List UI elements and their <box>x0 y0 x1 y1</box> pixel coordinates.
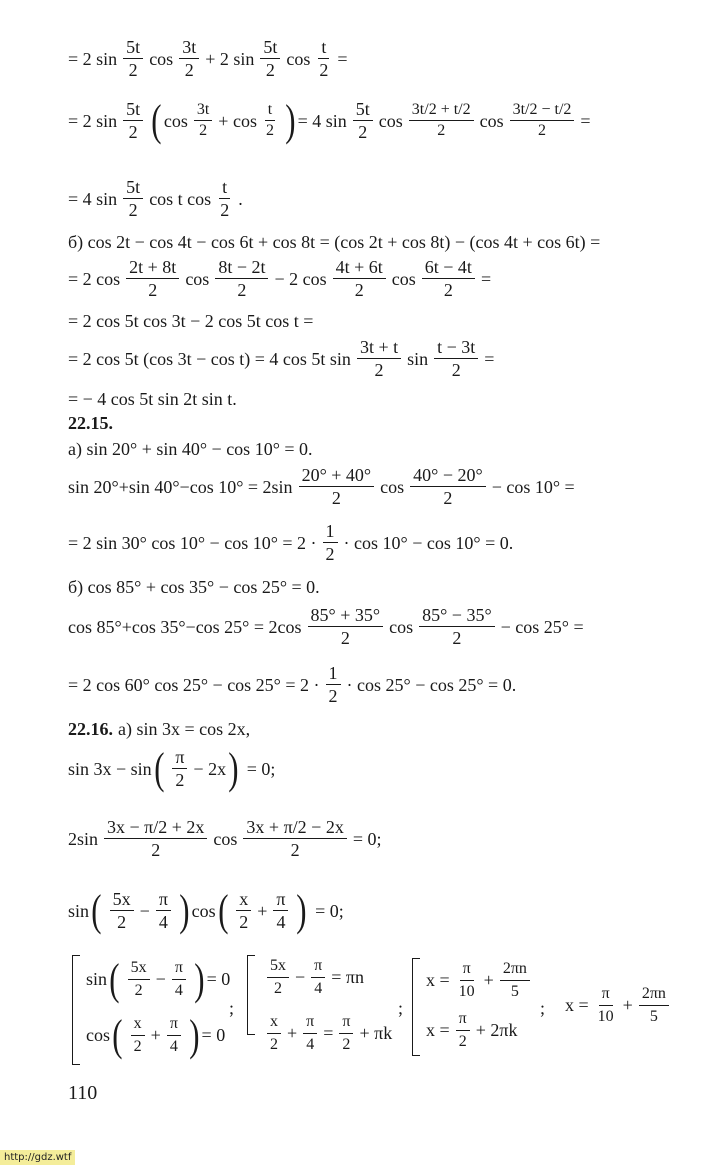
equation-line-15 <box>68 743 701 793</box>
fraction: $\frac{\pi}{10}$ <box>458 960 475 1000</box>
fraction: $\frac{x}{2}$ <box>236 890 251 931</box>
expr-text: cos <box>380 476 405 497</box>
expr-text: = 2 cos 60° cos 25° − cos 25° = 2 · <box>68 674 320 695</box>
expr-text: = 2 cos 5t (cos 3t − cos t) = 4 cos 5t sin <box>68 348 351 369</box>
equation-system-1 <box>72 954 235 1065</box>
fraction: $\frac{2\pi n}{5}$ <box>500 960 530 1001</box>
expr-text: = 4 sin <box>68 188 118 209</box>
expr-text: = 2 cos 5t cos 3t − 2 cos 5t cos t = <box>68 311 314 331</box>
watermark-link[interactable]: http://gdz.wtf <box>0 1150 75 1165</box>
expr-text: а) sin 20° + sin 40° − cos 10° = 0. <box>68 439 313 459</box>
left-paren: ( <box>151 95 162 145</box>
equation-line-9 <box>68 440 701 458</box>
expr-text: cos <box>389 616 414 637</box>
fraction: $\frac{3t}{2}$ <box>194 102 212 139</box>
expr-text: б) cos 85° + cos 35° − cos 25° = 0. <box>68 577 320 597</box>
fraction: $\frac{3t/2 + t/2}{2}$ <box>409 102 474 139</box>
expr-text: = <box>580 110 591 131</box>
expr-text: = <box>337 48 348 69</box>
expr-text: cos <box>163 110 188 131</box>
expr-text: − cos 25° = <box>500 616 584 637</box>
problem-22-16-heading <box>68 720 701 738</box>
fraction: $\frac{85^\circ + 35^\circ}{2}$ <box>308 606 384 647</box>
equation-line-4 <box>68 233 701 251</box>
fraction: $\frac{t}{2}$ <box>265 101 274 139</box>
fraction: $\frac{5t}{2}$ <box>123 178 143 219</box>
fraction: $\frac{5x}{2}$ <box>267 957 289 998</box>
expr-text: = − 4 cos 5t sin 2t sin t. <box>68 389 237 409</box>
left-paren: ( <box>153 743 165 793</box>
fraction: $\frac{3t + t}{2}$ <box>357 338 401 379</box>
fraction: $\frac{\pi}{4}$ <box>303 1013 317 1054</box>
expr-text: cos <box>479 110 504 131</box>
fraction: $\frac{\pi}{2}$ <box>172 748 187 789</box>
expr-text: = 2 cos <box>68 268 121 289</box>
fraction: $\frac{3x - \pi/2 + 2x}{2}$ <box>104 818 207 859</box>
equation-line-17 <box>68 885 701 935</box>
expr-text: cos <box>378 110 403 131</box>
final-answer: x = $\frac{\pi}{10}$ + $\frac{2\pi n}{5}$ <box>565 985 675 1026</box>
system-bracket <box>72 955 80 1065</box>
fraction: $\frac{\pi}{4}$ <box>311 957 325 998</box>
fraction: $\frac{\pi}{4}$ <box>172 959 186 1000</box>
fraction: $\frac{1}{2}$ <box>323 522 338 563</box>
expr-text: sin 20°+sin 40°−cos 10° = 2sin <box>68 476 293 497</box>
fraction: $\frac{8t - 2t}{2}$ <box>215 258 268 299</box>
equation-line-1 <box>68 38 701 79</box>
equation-line-5 <box>68 258 701 299</box>
expr-text: + <box>257 900 268 921</box>
expr-text: + cos <box>218 110 257 131</box>
system-row: sin ( $\frac{5x}{2}$ − $\frac{\pi}{4}$ ) = 0 <box>86 954 231 1004</box>
expr-text: = 2 sin <box>68 110 118 131</box>
fraction: $\frac{40^\circ - 20^\circ}{2}$ <box>410 466 486 507</box>
fraction: $\frac{20^\circ + 40^\circ}{2}$ <box>299 466 375 507</box>
fraction: $\frac{t - 3t}{2}$ <box>434 338 478 379</box>
fraction: $\frac{3t/2 - t/2}{2}$ <box>510 102 575 139</box>
fraction: $\frac{t}{2}$ <box>319 37 329 80</box>
expr-text: sin <box>407 348 429 369</box>
expr-text: cos <box>286 48 311 69</box>
expr-text: sin <box>68 900 90 921</box>
equation-line-10 <box>68 466 701 507</box>
right-paren: ) <box>296 885 307 935</box>
problem-number-22-15 <box>68 414 701 432</box>
equation-line-12 <box>68 578 701 596</box>
expr-text: cos 85°+cos 35°−cos 25° = 2cos <box>68 616 302 637</box>
expr-text: − 2x <box>193 758 227 779</box>
fraction: $\frac{6t - 4t}{2}$ <box>422 258 475 299</box>
fraction: $\frac{\pi}{10}$ <box>597 985 614 1025</box>
left-paren: ( <box>91 885 102 935</box>
expr-text: = <box>480 268 492 289</box>
system-row: x = $\frac{\pi}{10}$ + $\frac{2\pi n}{5}$ <box>426 960 536 1001</box>
expr-text: cos <box>391 268 416 289</box>
expr-text: 22.15. <box>68 413 113 433</box>
expr-text: + 2 sin <box>205 48 255 69</box>
fraction: $\frac{2t + 8t}{2}$ <box>126 258 179 299</box>
fraction: $\frac{1}{2}$ <box>326 664 341 705</box>
expr-text: cos <box>191 900 216 921</box>
equation-line-3 <box>68 178 701 219</box>
right-paren: ) <box>285 95 296 145</box>
system-row: x = $\frac{\pi}{2}$ + 2πk <box>426 1010 518 1050</box>
expr-text: · cos 25° − cos 25° = 0. <box>346 674 517 695</box>
expr-text: 2sin <box>68 828 99 849</box>
equation-system-3 <box>412 958 532 1056</box>
page-number: 110 <box>68 1082 98 1104</box>
equation-line-7 <box>68 338 701 379</box>
system-bracket <box>247 955 255 1035</box>
system-row: cos ( $\frac{x}{2}$ + $\frac{\pi}{4}$ ) = 0 <box>86 1010 226 1060</box>
equation-line-8 <box>68 390 701 408</box>
fraction: $\frac{4t + 6t}{2}$ <box>333 258 386 299</box>
expr-text: − 2 cos <box>274 268 327 289</box>
equation-line-16 <box>68 818 701 859</box>
fraction: $\frac{5x}{2}$ <box>128 959 150 1000</box>
fraction: $\frac{3x + \pi/2 - 2x}{2}$ <box>243 818 346 859</box>
expr-text: = <box>484 348 495 369</box>
equation-line-13 <box>68 606 701 647</box>
fraction: $\frac{5t}{2}$ <box>123 38 143 79</box>
expr-text: sin 3x − sin <box>68 758 152 779</box>
fraction: $\frac{x}{2}$ <box>267 1013 281 1054</box>
fraction: $\frac{2\pi n}{5}$ <box>639 985 669 1026</box>
expr-text: cos t cos <box>149 188 212 209</box>
fraction: $\frac{\pi}{4}$ <box>156 890 171 931</box>
expr-text: = 4 sin <box>297 110 347 131</box>
expr-text: · cos 10° − cos 10° = 0. <box>343 532 514 553</box>
fraction: $\frac{\pi}{2}$ <box>339 1013 353 1054</box>
equation-line-14 <box>68 664 701 705</box>
fraction: $\frac{\pi}{4}$ <box>273 890 288 931</box>
equation-system-2 <box>247 955 393 1053</box>
equation-line-6 <box>68 312 701 330</box>
fraction: $\frac{5t}{2}$ <box>260 38 280 79</box>
fraction: $\frac{t}{2}$ <box>220 177 230 220</box>
system-bracket <box>412 958 420 1056</box>
left-paren: ( <box>217 885 229 935</box>
expr-text: cos <box>213 828 238 849</box>
separator: ; <box>398 998 404 1018</box>
equation-line-2 <box>68 95 701 145</box>
expr-text: cos <box>149 48 174 69</box>
expr-text: − cos 10° = <box>491 476 575 497</box>
fraction: $\frac{5t}{2}$ <box>353 100 373 141</box>
expr-text: = 2 sin 30° cos 10° − cos 10° = 2 · <box>68 532 317 553</box>
problem-number-22-16: 22.16. <box>68 719 113 739</box>
right-paren: ) <box>179 885 190 935</box>
system-row: $\frac{5x}{2}$ − $\frac{\pi}{4}$ = πn <box>261 957 364 998</box>
fraction: $\frac{85^\circ - 35^\circ}{2}$ <box>419 606 495 647</box>
fraction: $\frac{\pi}{2}$ <box>456 1010 470 1051</box>
separator: ; <box>540 998 546 1018</box>
fraction: $\frac{5x}{2}$ <box>110 890 134 931</box>
fraction: $\frac{x}{2}$ <box>131 1015 145 1056</box>
expr-text: б) cos 2t − cos 4t − cos 6t + cos 8t = (cos 2t + cos 8t) − (cos 4t + cos 6t) = <box>68 232 601 252</box>
expr-text: . <box>238 188 243 209</box>
fraction: $\frac{\pi}{4}$ <box>167 1015 181 1056</box>
expr-text: = 0; <box>246 758 276 779</box>
expr-text: cos <box>185 268 210 289</box>
fraction: $\frac{5t}{2}$ <box>123 100 143 141</box>
right-paren: ) <box>228 743 239 793</box>
expr-text: = 2 sin <box>68 48 118 69</box>
expr-text: = 0; <box>315 900 344 921</box>
fraction: $\frac{3t}{2}$ <box>179 38 199 79</box>
expr-text: = 0; <box>352 828 382 849</box>
expr-text: а) sin 3x = cos 2x, <box>118 719 251 739</box>
system-row: $\frac{x}{2}$ + $\frac{\pi}{4}$ = $\frac{\pi}{2}$ + πk <box>261 1013 392 1054</box>
equation-line-11 <box>68 522 701 563</box>
separator: ; <box>229 998 235 1018</box>
expr-text: − <box>139 900 150 921</box>
